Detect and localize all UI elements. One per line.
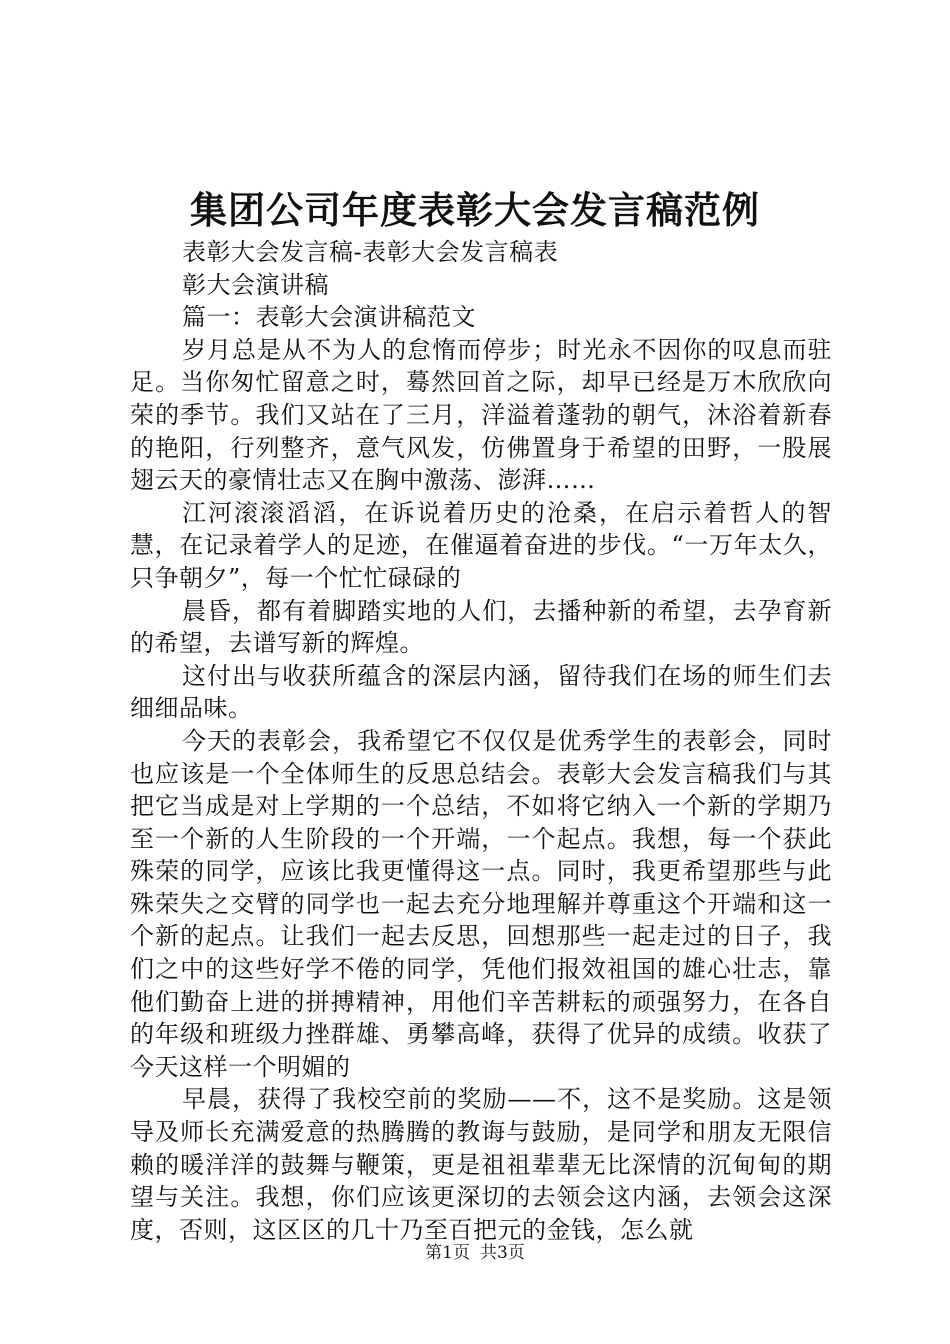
paragraph: 晨昏，都有着脚踏实地的人们，去播种新的希望，去孕育新的希望，去谱写新的辉煌。 xyxy=(130,596,832,658)
intro-line: 彰大会演讲稿 xyxy=(182,270,329,299)
paragraph: 今天的表彰会，我希望它不仅仅是优秀学生的表彰会，同时也应该是一个全体师生的反思总结会。表彰大会发言稿我们与其把它当成是对上学期的一个总结，不如将它纳入一个新的学期乃至一个新的人生阶段的一个开端，一个起点。我想，每一个获此殊荣的同学，应该比我更懂得这一点。同时，我更希望那些与此殊荣失之交臂的同学也一起去充分地理解并尊重这个开端和这一个新的起点。让我们一起去反思，回想那些一起走过的日子，我们之中的这些好学不倦的同学，凭他们报效祖国的雄心壮志，靠他们勤奋上进的拼搏精神，用他们辛苦耕耘的顽强努力，在各自的年级和班级力挫群雄、勇攀高峰，获得了优异的成绩。收获了今天这样一个明媚的 xyxy=(130,726,832,1081)
page-number: 第1页 xyxy=(425,1243,470,1263)
page-footer xyxy=(0,1242,950,1264)
page-total: 共3页 xyxy=(480,1243,525,1263)
section-heading: 篇一：表彰大会演讲稿范文 xyxy=(182,303,476,332)
paragraph: 岁月总是从不为人的怠惰而停步；时光永不因你的叹息而驻足。当你匆忙留意之时，蓦然回首之际，却早已经是万木欣欣向荣的季节。我们又站在了三月，洋溢着蓬勃的朝气，沐浴着新春的艳阳，行列整齐，意气风发，仿佛置身于希望的田野，一股展翅云天的豪情壮志又在胸中激荡、澎湃…… xyxy=(130,335,832,495)
intro-line: 表彰大会发言稿-表彰大会发言稿表 xyxy=(182,238,559,266)
paragraph: 江河滚滚滔滔，在诉说着历史的沧桑，在启示着哲人的智慧，在记录着学人的足迹，在催逼着奋进的步伐。“一万年太久，只争朝夕”，每一个忙忙碌碌的 xyxy=(130,498,832,592)
page-title: 集团公司年度表彰大会发言稿范例 xyxy=(190,188,760,232)
paragraph: 这付出与收获所蕴含的深层内涵，留待我们在场的师生们去细细品味。 xyxy=(130,661,832,723)
document-body xyxy=(130,236,832,1246)
paragraph: 早晨，获得了我校空前的奖励——不，这不是奖励。这是领导及师长充满爱意的热腾腾的教诲与鼓励，是同学和朋友无限信赖的暖洋洋的鼓舞与鞭策，更是祖祖辈辈无比深情的沉甸甸的期望与关注。我想，你们应该更深切的去领会这内涵，去领会这深度，否则，这区区的几十乃至百把元的金钱，怎么就 xyxy=(130,1085,832,1244)
